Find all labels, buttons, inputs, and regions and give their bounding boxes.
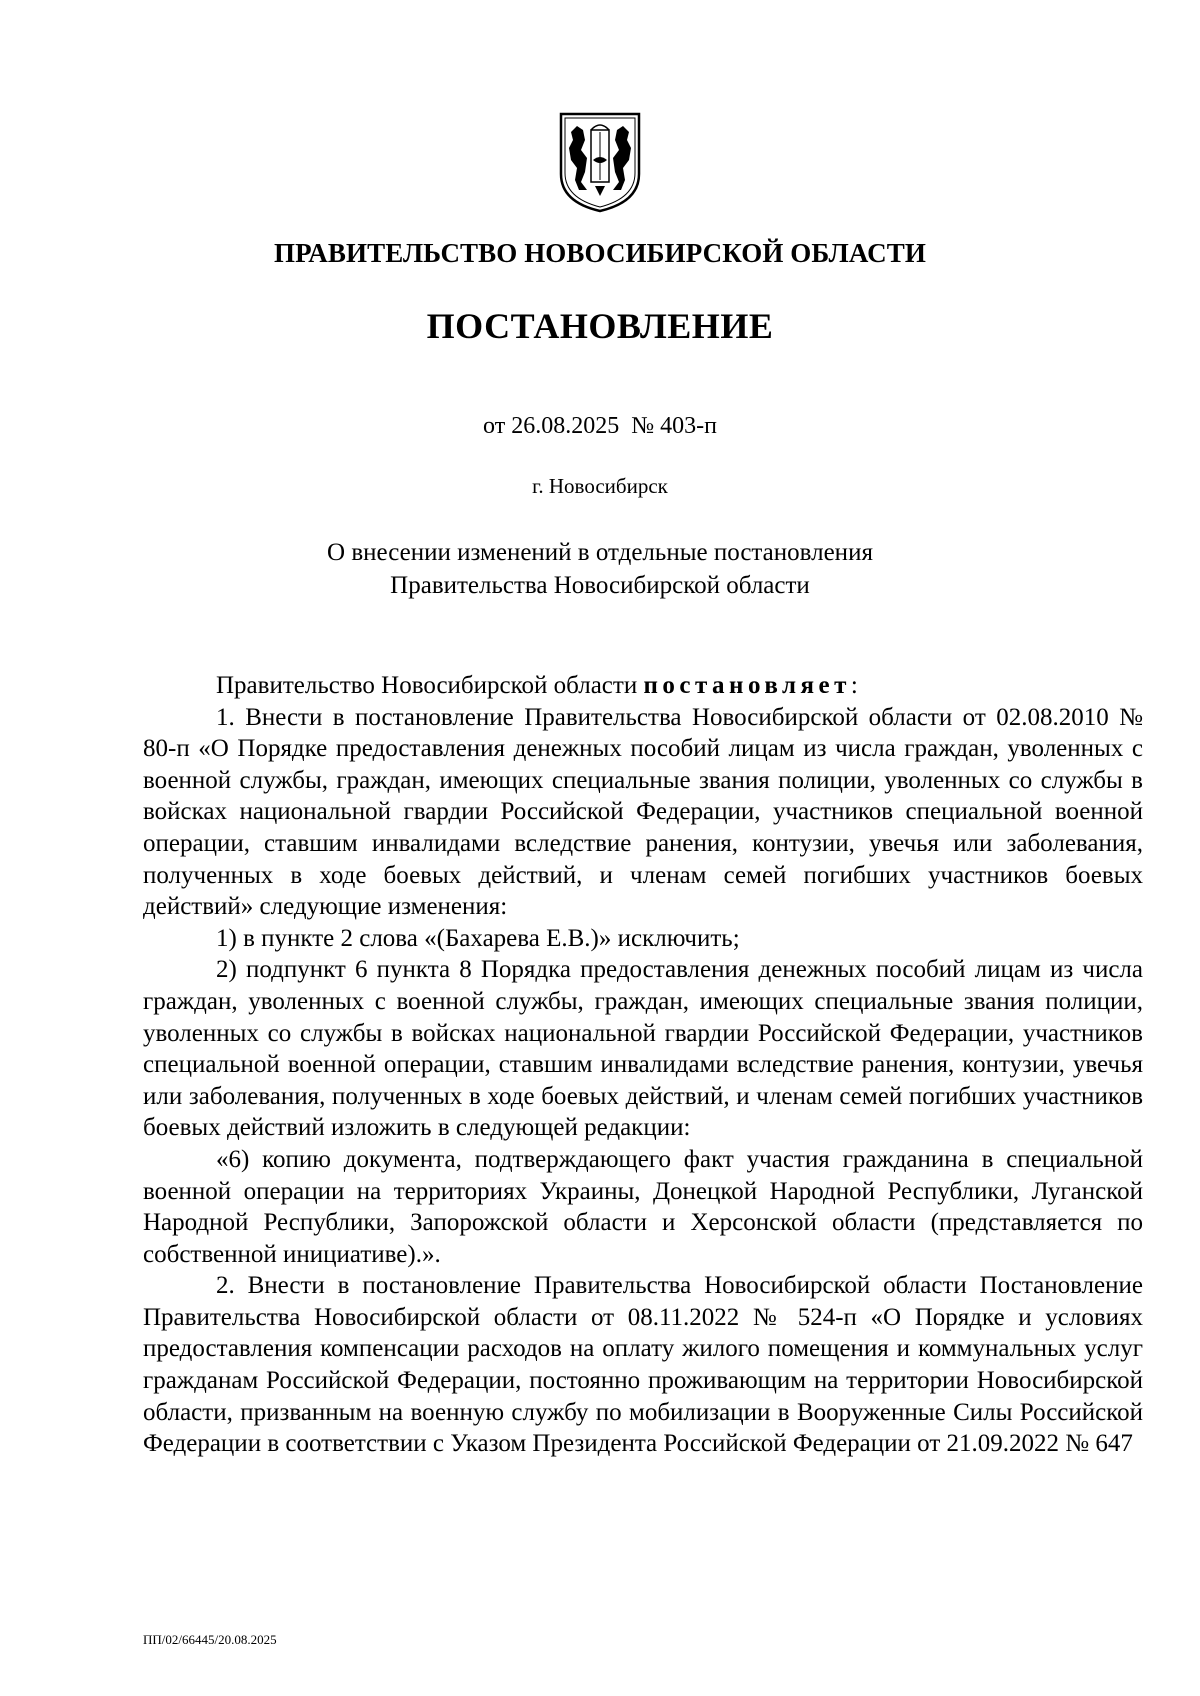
paragraph-1: 1. Внести в постановление Правительства Новосибирской области от 02.08.2010 № 80-п «О Порядке предоставления денежных пособий лицам из числа граждан, уволенных с военной службы, граждан, имеющих специальные звания полиции, уволенных со службы в войсках национальной гвардии Российской Федерации, участников специальной военной операции, ставшим инвалидами вследствие ранения, контузии, увечья или заболевания, полученных в ходе боевых действий, и членам семей погибших участников боевых действий» следующие изменения: [143,703,1143,921]
footer-document-code: ПП/02/66445/20.08.2025 [143,1632,277,1647]
subject-line-1: О внесении изменений в отдельные постановления [327,539,873,566]
intro-suffix: : [850,672,858,699]
coat-of-arms-icon [557,110,643,214]
paragraph-1-2-quote: «6) копию документа, подтверждающего факт участия гражданина в специальной военной операции на территориях Украины, Донецкой Народной Республики, Луганской Народной Республики, Запорожской области и Херсонской области (представляется по собственной инициативе).». [143,1145,1143,1268]
document-body [143,670,1143,1460]
document-date-number: от 26.08.2025 № 403-п [483,413,717,439]
intro-keyword: постановляет [643,672,851,699]
paragraph-1-1: 1) в пункте 2 слова «(Бахарева Е.В.)» исключить; [216,924,740,952]
document-city: г. Новосибирск [532,474,668,498]
document-subject [0,536,1200,602]
subject-line-2: Правительства Новосибирской области [390,572,810,599]
intro-prefix: Правительство Новосибирской области [216,672,644,699]
paragraph-1-2: 2) подпункт 6 пункта 8 Порядка предоставления денежных пособий лицам из числа граждан, уволенных с военной службы, граждан, имеющих специальные звания полиции, уволенных со службы в войсках национальной гвардии Российской Федерации, участников специальной военной операции, ставшим инвалидами вследствие ранения, контузии, увечья или заболевания, полученных в ходе боевых действий, и членам семей погибших участников боевых действий изложить в следующей редакции: [143,956,1143,1142]
paragraph-2: 2. Внести в постановление Правительства Новосибирской области Постановление Правительства Новосибирской области от 08.11.2022 № 524-п «О Порядке и условиях предоставления компенсации расходов на оплату жилого помещения и коммунальных услуг гражданам Российской Федерации, постоянно проживающим на территории Новосибирской области, призванным на военную службу по мобилизации в Вооруженные Силы Российской Федерации в соответствии с Указом Президента Российской Федерации от 21.09.2022 № 647 [143,1272,1143,1458]
intro-paragraph [143,670,1143,702]
government-name: ПРАВИТЕЛЬСТВО НОВОСИБИРСКОЙ ОБЛАСТИ [274,238,926,268]
document-type: ПОСТАНОВЛЕНИЕ [426,306,774,346]
